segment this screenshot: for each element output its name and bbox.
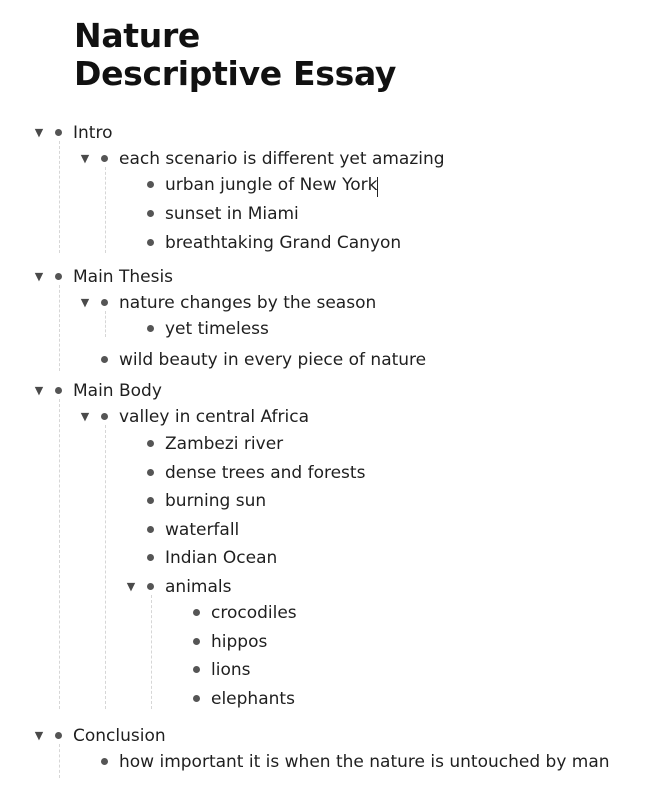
title-line-1: Nature: [74, 16, 201, 55]
outline-item-text[interactable]: waterfall: [165, 520, 240, 540]
outline-item-text[interactable]: each scenario is different yet amazing: [119, 149, 445, 169]
outline-item-text[interactable]: nature changes by the season: [119, 293, 377, 313]
bullet-icon[interactable]: [101, 356, 108, 363]
bullet-icon[interactable]: [101, 413, 108, 420]
outline-item-text[interactable]: Conclusion: [73, 726, 166, 746]
collapse-caret-icon[interactable]: ▼: [34, 270, 44, 283]
collapse-caret-icon[interactable]: ▼: [34, 729, 44, 742]
outline-item-text[interactable]: Main Body: [73, 381, 162, 401]
outline-item-text[interactable]: Main Thesis: [73, 267, 174, 287]
bullet-icon[interactable]: [193, 666, 200, 673]
bullet-icon[interactable]: [147, 181, 154, 188]
outline-item-text[interactable]: elephants: [211, 689, 295, 709]
bullet-icon[interactable]: [193, 638, 200, 645]
bullet-icon[interactable]: [193, 695, 200, 702]
collapse-caret-icon[interactable]: ▼: [34, 126, 44, 139]
bullet-icon[interactable]: [55, 732, 62, 739]
bullet-icon[interactable]: [147, 325, 154, 332]
outline-item-text[interactable]: lions: [211, 660, 251, 680]
bullet-icon[interactable]: [101, 155, 108, 162]
outline-item-text[interactable]: wild beauty in every piece of nature: [119, 350, 427, 370]
outline-item-text[interactable]: how important it is when the nature is untouched by man: [119, 752, 610, 772]
bullet-icon[interactable]: [101, 758, 108, 765]
indent-guide: [59, 141, 60, 253]
title-line-2: Descriptive Essay: [74, 54, 397, 93]
indent-guide: [59, 285, 60, 371]
bullet-icon[interactable]: [147, 526, 154, 533]
collapse-caret-icon[interactable]: ▼: [34, 384, 44, 397]
bullet-icon[interactable]: [101, 299, 108, 306]
outline-item-text[interactable]: breathtaking Grand Canyon: [165, 233, 402, 253]
bullet-icon[interactable]: [55, 273, 62, 280]
bullet-icon[interactable]: [55, 129, 62, 136]
outline-item-text[interactable]: Intro: [73, 123, 113, 143]
outline-item-text[interactable]: animals: [165, 577, 232, 597]
outline-item-text[interactable]: Zambezi river: [165, 434, 284, 454]
outline-item-text[interactable]: crocodiles: [211, 603, 297, 623]
outline-item-text[interactable]: valley in central Africa: [119, 407, 310, 427]
outline-item-text[interactable]: dense trees and forests: [165, 463, 366, 483]
indent-guide: [105, 167, 106, 253]
outline-item-text[interactable]: hippos: [211, 632, 268, 652]
collapse-caret-icon[interactable]: ▼: [80, 152, 90, 165]
indent-guide: [151, 595, 152, 709]
indent-guide: [105, 311, 106, 337]
bullet-icon[interactable]: [147, 469, 154, 476]
bullet-icon[interactable]: [147, 239, 154, 246]
bullet-icon[interactable]: [147, 440, 154, 447]
outline-item-text[interactable]: yet timeless: [165, 319, 269, 339]
outline-item-text[interactable]: urban jungle of New York: [165, 175, 378, 195]
bullet-icon[interactable]: [193, 609, 200, 616]
collapse-caret-icon[interactable]: ▼: [80, 410, 90, 423]
text-cursor: [377, 177, 378, 197]
collapse-caret-icon[interactable]: ▼: [126, 580, 136, 593]
outline-item-text[interactable]: burning sun: [165, 491, 267, 511]
outline-item-text[interactable]: sunset in Miami: [165, 204, 299, 224]
indent-guide: [59, 399, 60, 709]
collapse-caret-icon[interactable]: ▼: [80, 296, 90, 309]
bullet-icon[interactable]: [147, 210, 154, 217]
bullet-icon[interactable]: [55, 387, 62, 394]
indent-guide: [59, 744, 60, 778]
indent-guide: [105, 425, 106, 709]
bullet-icon[interactable]: [147, 497, 154, 504]
bullet-icon[interactable]: [147, 554, 154, 561]
bullet-icon[interactable]: [147, 583, 154, 590]
page-title: [74, 17, 396, 93]
outline-item-text[interactable]: Indian Ocean: [165, 548, 278, 568]
